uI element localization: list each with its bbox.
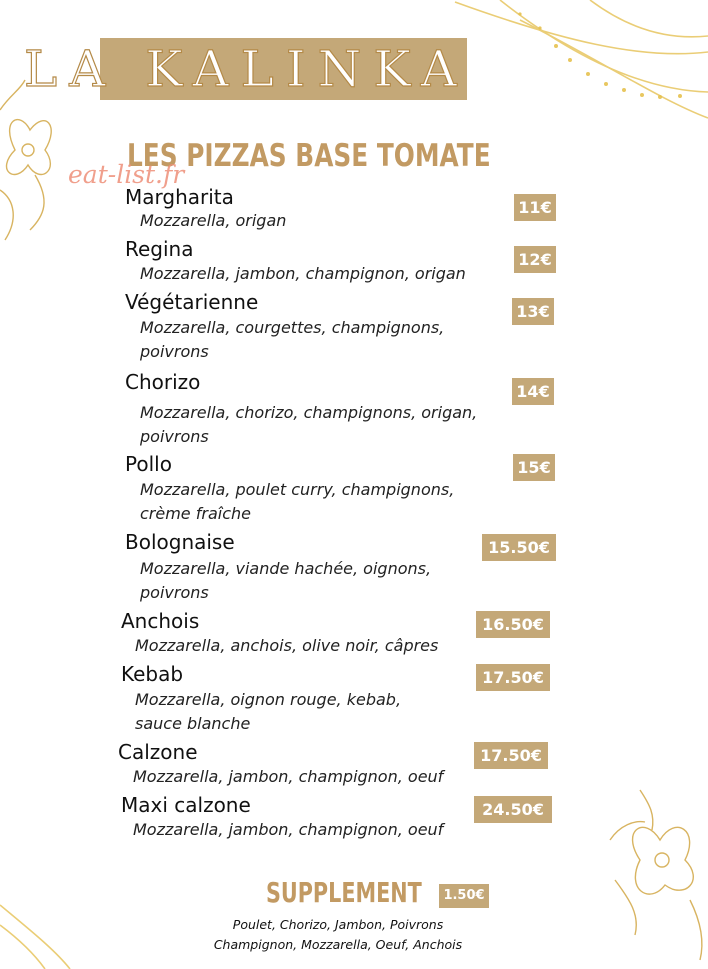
menu-item-name: Margharita	[125, 185, 234, 209]
menu-item-description: Mozzarella, viande hachée, oignons,	[140, 559, 432, 578]
menu-item-description: Mozzarella, origan	[140, 211, 287, 230]
menu-item-name: Végétarienne	[125, 290, 259, 314]
menu-item-description: Mozzarella, anchois, olive noir, câpres	[135, 636, 439, 655]
price-tag: 17.50€	[474, 742, 548, 769]
restaurant-name: LA KALINKA	[24, 40, 469, 98]
menu-item-description: poivrons	[140, 427, 209, 446]
price-tag: 14€	[512, 378, 554, 405]
price-tag: 24.50€	[474, 796, 552, 823]
supplement-price: 1.50€	[439, 884, 489, 908]
menu-item-name: Kebab	[121, 662, 184, 686]
supplement-line: Poulet, Chorizo, Jambon, Poivrons	[232, 917, 444, 932]
price-tag: 11€	[514, 194, 556, 221]
menu-item-description: poivrons	[140, 583, 209, 602]
supplement-title: SUPPLEMENT	[266, 876, 422, 909]
menu-item-description: Mozzarella, oignon rouge, kebab,	[135, 690, 402, 709]
price-tag: 15€	[513, 454, 555, 481]
section-title: LES PIZZAS BASE TOMATE	[127, 138, 491, 174]
menu-item-description: crème fraîche	[140, 504, 251, 523]
menu-item-description: poivrons	[140, 342, 209, 361]
supplement-line: Champignon, Mozzarella, Oeuf, Anchois	[213, 937, 463, 952]
price-tag: 17.50€	[476, 664, 550, 691]
menu-item-description: Mozzarella, chorizo, champignons, origan,	[140, 403, 478, 422]
menu-item-name: Pollo	[125, 452, 172, 476]
menu-item-name: Maxi calzone	[121, 793, 251, 817]
menu-item-description: sauce blanche	[135, 714, 251, 733]
price-tag: 15.50€	[482, 534, 556, 561]
menu-item-name: Calzone	[118, 740, 198, 764]
menu-item-description: Mozzarella, jambon, champignon, origan	[140, 264, 466, 283]
menu-item-description: Mozzarella, jambon, champignon, oeuf	[133, 767, 444, 786]
menu-item-name: Regina	[125, 237, 194, 261]
menu-item-name: Chorizo	[125, 370, 201, 394]
menu-item-name: Bolognaise	[125, 530, 235, 554]
price-tag: 12€	[514, 246, 556, 273]
menu-item-description: Mozzarella, courgettes, champignons,	[140, 318, 445, 337]
price-tag: 13€	[512, 298, 554, 325]
menu-item-description: Mozzarella, jambon, champignon, oeuf	[133, 820, 444, 839]
watermark: eat-list.fr	[68, 160, 185, 189]
menu-item-name: Anchois	[121, 609, 200, 633]
menu-item-description: Mozzarella, poulet curry, champignons,	[140, 480, 455, 499]
price-tag: 16.50€	[476, 611, 550, 638]
